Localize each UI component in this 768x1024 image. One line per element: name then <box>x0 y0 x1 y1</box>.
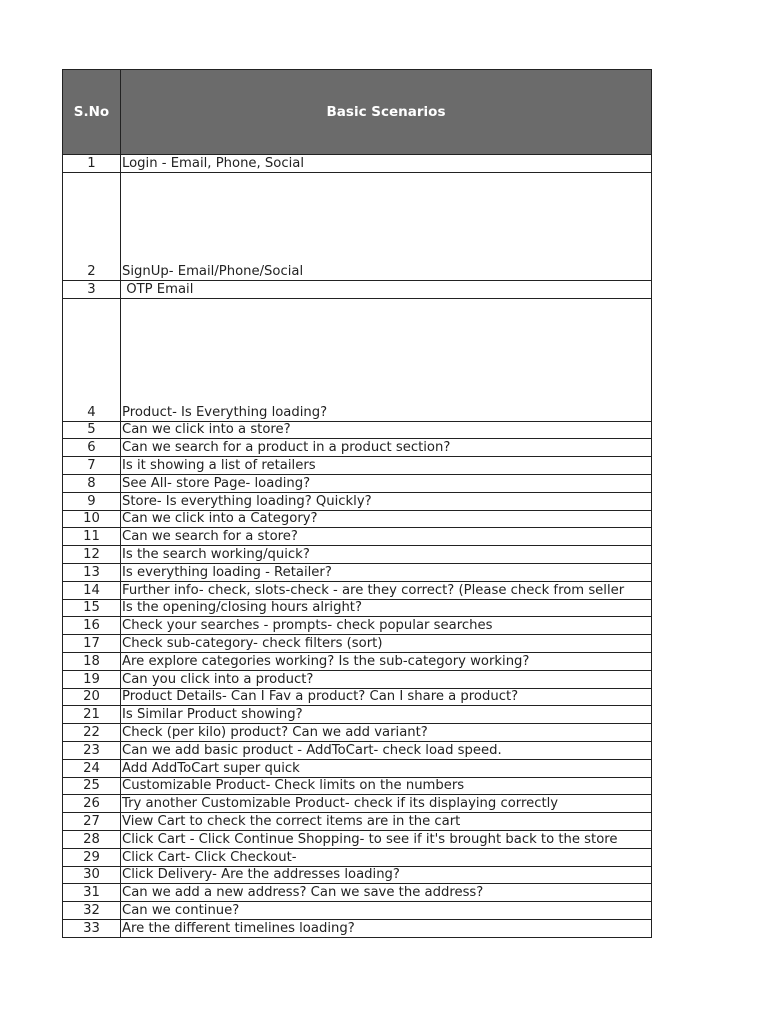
row-number-cell[interactable]: 6 <box>63 439 121 457</box>
scenario-cell[interactable]: Can you click into a product? <box>121 670 652 688</box>
scenario-cell[interactable]: Click Cart - Click Continue Shopping- to see if it's brought back to the store <box>121 830 652 848</box>
scenario-cell[interactable]: Product- Is Everything loading? <box>121 298 652 421</box>
table-row <box>63 298 652 421</box>
row-number-cell[interactable]: 21 <box>63 706 121 724</box>
table-row <box>63 902 652 920</box>
scenario-cell[interactable]: Check sub-category- check filters (sort) <box>121 635 652 653</box>
table-row <box>63 528 652 546</box>
row-number-cell[interactable]: 22 <box>63 724 121 742</box>
scenario-cell[interactable]: Try another Customizable Product- check if its displaying correctly <box>121 795 652 813</box>
table-row <box>63 635 652 653</box>
scenario-cell[interactable]: Can we search for a product in a product section? <box>121 439 652 457</box>
table-row <box>63 866 652 884</box>
row-number-cell[interactable]: 11 <box>63 528 121 546</box>
row-number-cell[interactable]: 28 <box>63 830 121 848</box>
row-number-cell[interactable]: 4 <box>63 298 121 421</box>
row-number-cell[interactable]: 2 <box>63 172 121 280</box>
row-number-cell[interactable]: 14 <box>63 581 121 599</box>
scenario-cell[interactable]: Can we add basic product - AddToCart- check load speed. <box>121 741 652 759</box>
table-row <box>63 759 652 777</box>
table-row <box>63 617 652 635</box>
row-number-cell[interactable]: 1 <box>63 155 121 173</box>
row-number-cell[interactable]: 8 <box>63 474 121 492</box>
table-row <box>63 581 652 599</box>
row-number-cell[interactable]: 7 <box>63 457 121 475</box>
scenario-cell[interactable]: Login - Email, Phone, Social <box>121 155 652 173</box>
table-row <box>63 670 652 688</box>
header-sno[interactable]: S.No <box>63 70 121 155</box>
row-number-cell[interactable]: 15 <box>63 599 121 617</box>
table-row <box>63 741 652 759</box>
row-number-cell[interactable]: 10 <box>63 510 121 528</box>
scenario-cell[interactable]: Check your searches - prompts- check popular searches <box>121 617 652 635</box>
row-number-cell[interactable]: 24 <box>63 759 121 777</box>
scenario-cell[interactable]: Click Cart- Click Checkout- <box>121 848 652 866</box>
row-number-cell[interactable]: 12 <box>63 546 121 564</box>
table-row <box>63 688 652 706</box>
row-number-cell[interactable]: 23 <box>63 741 121 759</box>
table-row <box>63 439 652 457</box>
scenario-cell[interactable]: Can we add a new address? Can we save the address? <box>121 884 652 902</box>
scenarios-table <box>62 69 652 938</box>
scenario-cell[interactable]: Is Similar Product showing? <box>121 706 652 724</box>
table-row <box>63 884 652 902</box>
scenario-cell[interactable]: Can we search for a store? <box>121 528 652 546</box>
table-row <box>63 795 652 813</box>
row-number-cell[interactable]: 30 <box>63 866 121 884</box>
table-row <box>63 830 652 848</box>
scenario-cell[interactable]: Is everything loading - Retailer? <box>121 563 652 581</box>
row-number-cell[interactable]: 20 <box>63 688 121 706</box>
row-number-cell[interactable]: 3 <box>63 280 121 298</box>
row-number-cell[interactable]: 26 <box>63 795 121 813</box>
row-number-cell[interactable]: 31 <box>63 884 121 902</box>
scenario-cell[interactable]: Customizable Product- Check limits on the numbers <box>121 777 652 795</box>
table-row <box>63 777 652 795</box>
scenario-cell[interactable]: Check (per kilo) product? Can we add variant? <box>121 724 652 742</box>
row-number-cell[interactable]: 18 <box>63 652 121 670</box>
table-row <box>63 919 652 937</box>
row-number-cell[interactable]: 29 <box>63 848 121 866</box>
scenario-cell[interactable]: Click Delivery- Are the addresses loading? <box>121 866 652 884</box>
table-row <box>63 652 652 670</box>
table-row <box>63 813 652 831</box>
scenario-cell[interactable]: Are explore categories working? Is the sub-category working? <box>121 652 652 670</box>
row-number-cell[interactable]: 27 <box>63 813 121 831</box>
row-number-cell[interactable]: 25 <box>63 777 121 795</box>
table-row <box>63 706 652 724</box>
scenario-cell[interactable]: OTP Email <box>121 280 652 298</box>
scenario-cell[interactable]: Add AddToCart super quick <box>121 759 652 777</box>
scenario-cell[interactable]: Further info- check, slots-check - are they correct? (Please check from seller <box>121 581 652 599</box>
table-row <box>63 155 652 173</box>
scenario-cell[interactable]: View Cart to check the correct items are in the cart <box>121 813 652 831</box>
table-row <box>63 510 652 528</box>
row-number-cell[interactable]: 19 <box>63 670 121 688</box>
scenario-cell[interactable]: Is it showing a list of retailers <box>121 457 652 475</box>
scenario-cell[interactable]: Is the search working/quick? <box>121 546 652 564</box>
row-number-cell[interactable]: 17 <box>63 635 121 653</box>
table-row <box>63 457 652 475</box>
table-row <box>63 280 652 298</box>
header-row <box>63 70 652 155</box>
scenario-cell[interactable]: Can we click into a Category? <box>121 510 652 528</box>
scenario-cell[interactable]: Can we continue? <box>121 902 652 920</box>
scenario-cell[interactable]: Are the different timelines loading? <box>121 919 652 937</box>
table-row <box>63 492 652 510</box>
row-number-cell[interactable]: 9 <box>63 492 121 510</box>
scenario-cell[interactable]: Store- Is everything loading? Quickly? <box>121 492 652 510</box>
table-row <box>63 172 652 280</box>
scenario-cell[interactable]: Is the opening/closing hours alright? <box>121 599 652 617</box>
scenario-cell[interactable]: SignUp- Email/Phone/Social <box>121 172 652 280</box>
table-row <box>63 848 652 866</box>
table-row <box>63 421 652 439</box>
table-row <box>63 724 652 742</box>
row-number-cell[interactable]: 32 <box>63 902 121 920</box>
scenario-cell[interactable]: Product Details- Can I Fav a product? Can I share a product? <box>121 688 652 706</box>
header-basic-scenarios[interactable]: Basic Scenarios <box>121 70 652 155</box>
row-number-cell[interactable]: 33 <box>63 919 121 937</box>
table-row <box>63 599 652 617</box>
table-row <box>63 546 652 564</box>
scenario-cell[interactable]: Can we click into a store? <box>121 421 652 439</box>
scenario-cell[interactable]: See All- store Page- loading? <box>121 474 652 492</box>
row-number-cell[interactable]: 16 <box>63 617 121 635</box>
row-number-cell[interactable]: 5 <box>63 421 121 439</box>
table-row <box>63 563 652 581</box>
row-number-cell[interactable]: 13 <box>63 563 121 581</box>
table-row <box>63 474 652 492</box>
